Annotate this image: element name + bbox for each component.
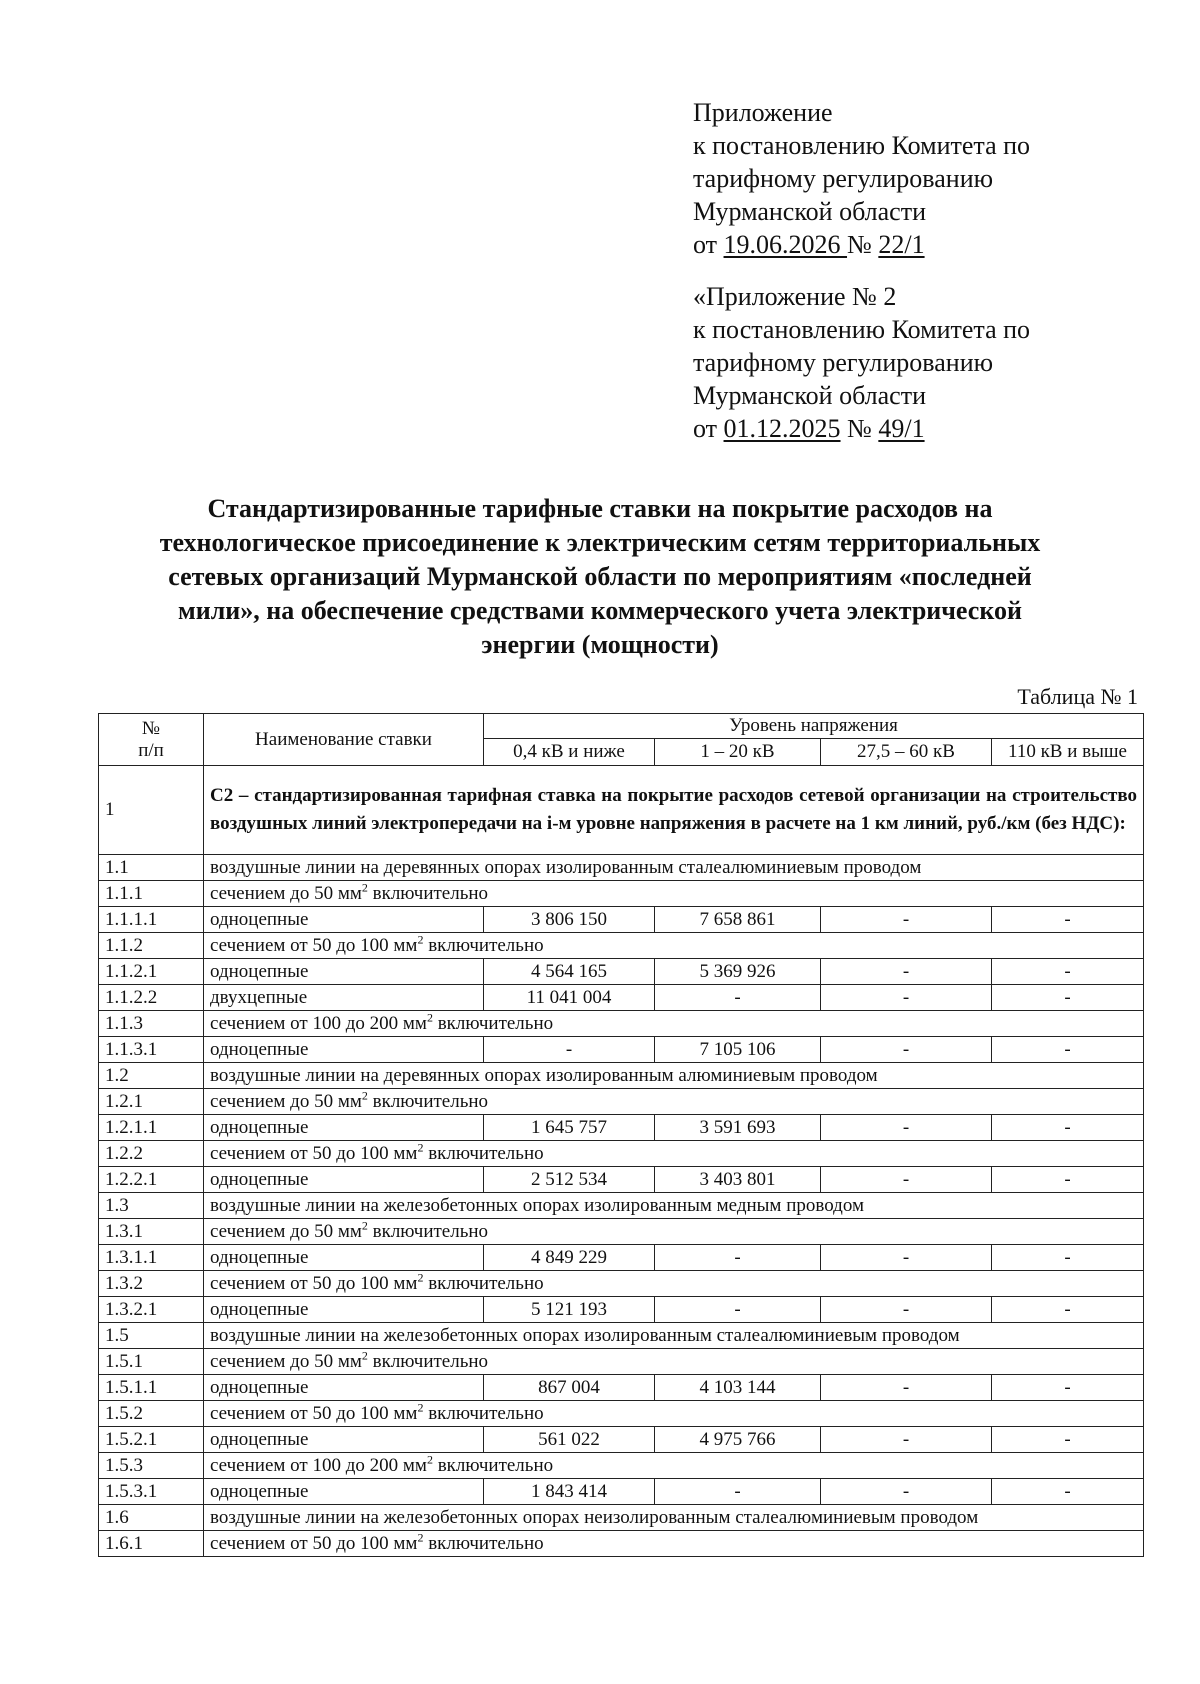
- row-number: 1.1.2: [99, 933, 204, 959]
- rate-value: -: [992, 1427, 1144, 1453]
- header-rate-name: Наименование ставки: [204, 714, 484, 766]
- rate-name: одноцепные: [204, 1167, 484, 1193]
- row-number: 1.2.2.1: [99, 1167, 204, 1193]
- group-description: сечением до 50 $мм^2$ включительно: [204, 881, 1144, 907]
- rate-name: одноцепные: [204, 1427, 484, 1453]
- group-row: [99, 1011, 1144, 1037]
- rate-name: одноцепные: [204, 1115, 484, 1141]
- table-row: [99, 907, 1144, 933]
- header-voltage-col: 1 – 20 кВ: [655, 739, 821, 766]
- rate-value: 5 369 926: [655, 959, 821, 985]
- row-number: 1.5.1.1: [99, 1375, 204, 1401]
- rate-value: 2 512 534: [484, 1167, 655, 1193]
- rate-value: 7 658 861: [655, 907, 821, 933]
- group-description: сечением от 50 до 100 $мм^2$ включительно: [204, 1531, 1144, 1557]
- group-description: сечением до 50 $мм^2$ включительно: [204, 1219, 1144, 1245]
- rate-value: 4 564 165: [484, 959, 655, 985]
- group-description: сечением от 50 до 100 $мм^2$ включительно: [204, 1141, 1144, 1167]
- prior-line: тарифному регулированию: [693, 348, 994, 377]
- rate-value: -: [484, 1037, 655, 1063]
- rate-value: 4 975 766: [655, 1427, 821, 1453]
- rate-value: -: [992, 1167, 1144, 1193]
- prior-appendix-line: «Приложение № 2: [693, 282, 897, 311]
- rate-value: 5 121 193: [484, 1297, 655, 1323]
- approval-date: 19.06.2026: [723, 230, 848, 259]
- approval-date-line: от 19.06.2026 № 22/1: [693, 230, 925, 259]
- table-row: [99, 1479, 1144, 1505]
- document-title: Стандартизированные тарифные ставки на покрытие расходов на технологическое присоединение к электрическим сетям территориальных сетевых организаций Мурманской области по мероприятиям «последней мили», на обеспечение средствами коммерческого учета электрической энергии (мощности): [159, 494, 1041, 659]
- rate-name: одноцепные: [204, 1297, 484, 1323]
- rate-value: -: [821, 1297, 992, 1323]
- row-number: 1.5.3.1: [99, 1479, 204, 1505]
- row-number: 1.5.2.1: [99, 1427, 204, 1453]
- header-voltage-level: Уровень напряжения: [484, 714, 1144, 739]
- table-row: [99, 1245, 1144, 1271]
- group-row: [99, 1089, 1144, 1115]
- table-row: [99, 1167, 1144, 1193]
- group-description: воздушные линии на деревянных опорах изолированным сталеалюминиевым проводом: [204, 855, 1144, 881]
- rate-value: -: [821, 1479, 992, 1505]
- group-description: воздушные линии на железобетонных опорах неизолированным сталеалюминиевым проводом: [204, 1505, 1144, 1531]
- approval-line: Мурманской области: [693, 197, 926, 226]
- table-body: [99, 766, 1144, 1557]
- section-row: [99, 766, 1144, 855]
- row-number: 1.5.1: [99, 1349, 204, 1375]
- group-row: [99, 1453, 1144, 1479]
- row-number: 1.6.1: [99, 1531, 204, 1557]
- group-row: [99, 1323, 1144, 1349]
- rate-name: одноцепные: [204, 1375, 484, 1401]
- table-row: [99, 1427, 1144, 1453]
- rate-value: -: [821, 1427, 992, 1453]
- row-number: 1.1.3.1: [99, 1037, 204, 1063]
- row-number: 1.2.2: [99, 1141, 204, 1167]
- rate-value: 3 403 801: [655, 1167, 821, 1193]
- approval-number: 22/1: [878, 230, 925, 259]
- group-row: [99, 1219, 1144, 1245]
- rate-value: 7 105 106: [655, 1037, 821, 1063]
- row-number: 1: [99, 766, 204, 855]
- row-number: 1.6: [99, 1505, 204, 1531]
- table-row: [99, 1115, 1144, 1141]
- group-row: [99, 1193, 1144, 1219]
- rate-name: двухцепные: [204, 985, 484, 1011]
- row-number: 1.1.2.2: [99, 985, 204, 1011]
- rate-value: 11 041 004: [484, 985, 655, 1011]
- rate-value: -: [821, 1245, 992, 1271]
- rate-value: -: [821, 985, 992, 1011]
- rate-value: -: [992, 1245, 1144, 1271]
- group-description: воздушные линии на деревянных опорах изолированным алюминиевым проводом: [204, 1063, 1144, 1089]
- rate-value: -: [992, 1479, 1144, 1505]
- row-number: 1.3.1.1: [99, 1245, 204, 1271]
- rate-value: 3 591 693: [655, 1115, 821, 1141]
- rate-value: -: [655, 1297, 821, 1323]
- row-number: 1.2.1: [99, 1089, 204, 1115]
- row-number: 1.2.1.1: [99, 1115, 204, 1141]
- header-voltage-col: 110 кВ и выше: [992, 739, 1144, 766]
- group-description: воздушные линии на железобетонных опорах изолированным сталеалюминиевым проводом: [204, 1323, 1144, 1349]
- rate-value: -: [821, 1037, 992, 1063]
- table-caption: Таблица № 1: [1017, 684, 1138, 709]
- rate-value: 1 843 414: [484, 1479, 655, 1505]
- row-number: 1.5.2: [99, 1401, 204, 1427]
- group-description: воздушные линии на железобетонных опорах изолированным медным проводом: [204, 1193, 1144, 1219]
- group-row: [99, 855, 1144, 881]
- header-voltage-col: 27,5 – 60 кВ: [821, 739, 992, 766]
- rate-value: -: [821, 1375, 992, 1401]
- row-number: 1.2: [99, 1063, 204, 1089]
- rate-value: 561 022: [484, 1427, 655, 1453]
- row-number: 1.1.1: [99, 881, 204, 907]
- rate-value: -: [821, 907, 992, 933]
- group-row: [99, 1401, 1144, 1427]
- header-voltage-col: 0,4 кВ и ниже: [484, 739, 655, 766]
- rate-value: 1 645 757: [484, 1115, 655, 1141]
- rates-table: [98, 713, 1144, 1557]
- rate-name: одноцепные: [204, 907, 484, 933]
- rate-name: одноцепные: [204, 1479, 484, 1505]
- prior-number: 49/1: [878, 414, 925, 443]
- row-number: 1.1.3: [99, 1011, 204, 1037]
- group-row: [99, 1505, 1144, 1531]
- row-number: 1.5: [99, 1323, 204, 1349]
- rate-value: 3 806 150: [484, 907, 655, 933]
- rate-name: одноцепные: [204, 1037, 484, 1063]
- group-description: сечением от 100 до 200 $мм^2$ включительно: [204, 1011, 1144, 1037]
- rate-value: -: [992, 1375, 1144, 1401]
- table-row: [99, 959, 1144, 985]
- approval-block: [693, 96, 1153, 445]
- rate-value: -: [821, 1167, 992, 1193]
- group-row: [99, 1063, 1144, 1089]
- rate-value: -: [655, 985, 821, 1011]
- row-number: 1.1: [99, 855, 204, 881]
- row-number: 1.1.1.1: [99, 907, 204, 933]
- approval-line: Приложение: [693, 98, 833, 127]
- group-row: [99, 1141, 1144, 1167]
- group-row: [99, 933, 1144, 959]
- row-number: 1.3.1: [99, 1219, 204, 1245]
- group-description: сечением от 50 до 100 $мм^2$ включительно: [204, 933, 1144, 959]
- rate-name: одноцепные: [204, 1245, 484, 1271]
- prior-date: 01.12.2025: [723, 414, 841, 443]
- group-description: сечением до 50 $мм^2$ включительно: [204, 1349, 1144, 1375]
- rate-value: -: [655, 1245, 821, 1271]
- table-row: [99, 1037, 1144, 1063]
- prior-line: к постановлению Комитета по: [693, 315, 1031, 344]
- row-number: 1.1.2.1: [99, 959, 204, 985]
- rate-value: -: [655, 1479, 821, 1505]
- group-row: [99, 1349, 1144, 1375]
- rate-value: 4 849 229: [484, 1245, 655, 1271]
- row-number: 1.3.2.1: [99, 1297, 204, 1323]
- prior-date-line: от 01.12.2025 № 49/1: [693, 414, 925, 443]
- section-description: С2 – стандартизированная тарифная ставка на покрытие расходов сетевой организации на строительство воздушных линий электропередачи на i-м уровне напряжения в расчете на 1 км линий, руб./км (без НДС):: [204, 766, 1144, 855]
- table-row: [99, 1375, 1144, 1401]
- group-description: сечением от 50 до 100 $мм^2$ включительно: [204, 1271, 1144, 1297]
- row-number: 1.5.3: [99, 1453, 204, 1479]
- row-number: 1.3: [99, 1193, 204, 1219]
- rate-value: 4 103 144: [655, 1375, 821, 1401]
- group-description: сечением от 50 до 100 $мм^2$ включительно: [204, 1401, 1144, 1427]
- rate-value: -: [992, 1037, 1144, 1063]
- table-row: [99, 1297, 1144, 1323]
- rate-value: -: [821, 1115, 992, 1141]
- approval-line: к постановлению Комитета по: [693, 131, 1031, 160]
- group-row: [99, 881, 1144, 907]
- prior-line: Мурманской области: [693, 381, 926, 410]
- rate-value: -: [992, 1297, 1144, 1323]
- rate-value: -: [992, 959, 1144, 985]
- header-number: № п/п: [99, 714, 204, 766]
- row-number: 1.3.2: [99, 1271, 204, 1297]
- group-row: [99, 1271, 1144, 1297]
- rate-value: 867 004: [484, 1375, 655, 1401]
- approval-line: тарифному регулированию: [693, 164, 994, 193]
- rate-value: -: [992, 985, 1144, 1011]
- table-row: [99, 985, 1144, 1011]
- group-description: сечением от 100 до 200 $мм^2$ включительно: [204, 1453, 1144, 1479]
- group-row: [99, 1531, 1144, 1557]
- rate-value: -: [821, 959, 992, 985]
- rate-value: -: [992, 907, 1144, 933]
- rate-value: -: [992, 1115, 1144, 1141]
- group-description: сечением до 50 $мм^2$ включительно: [204, 1089, 1144, 1115]
- rate-name: одноцепные: [204, 959, 484, 985]
